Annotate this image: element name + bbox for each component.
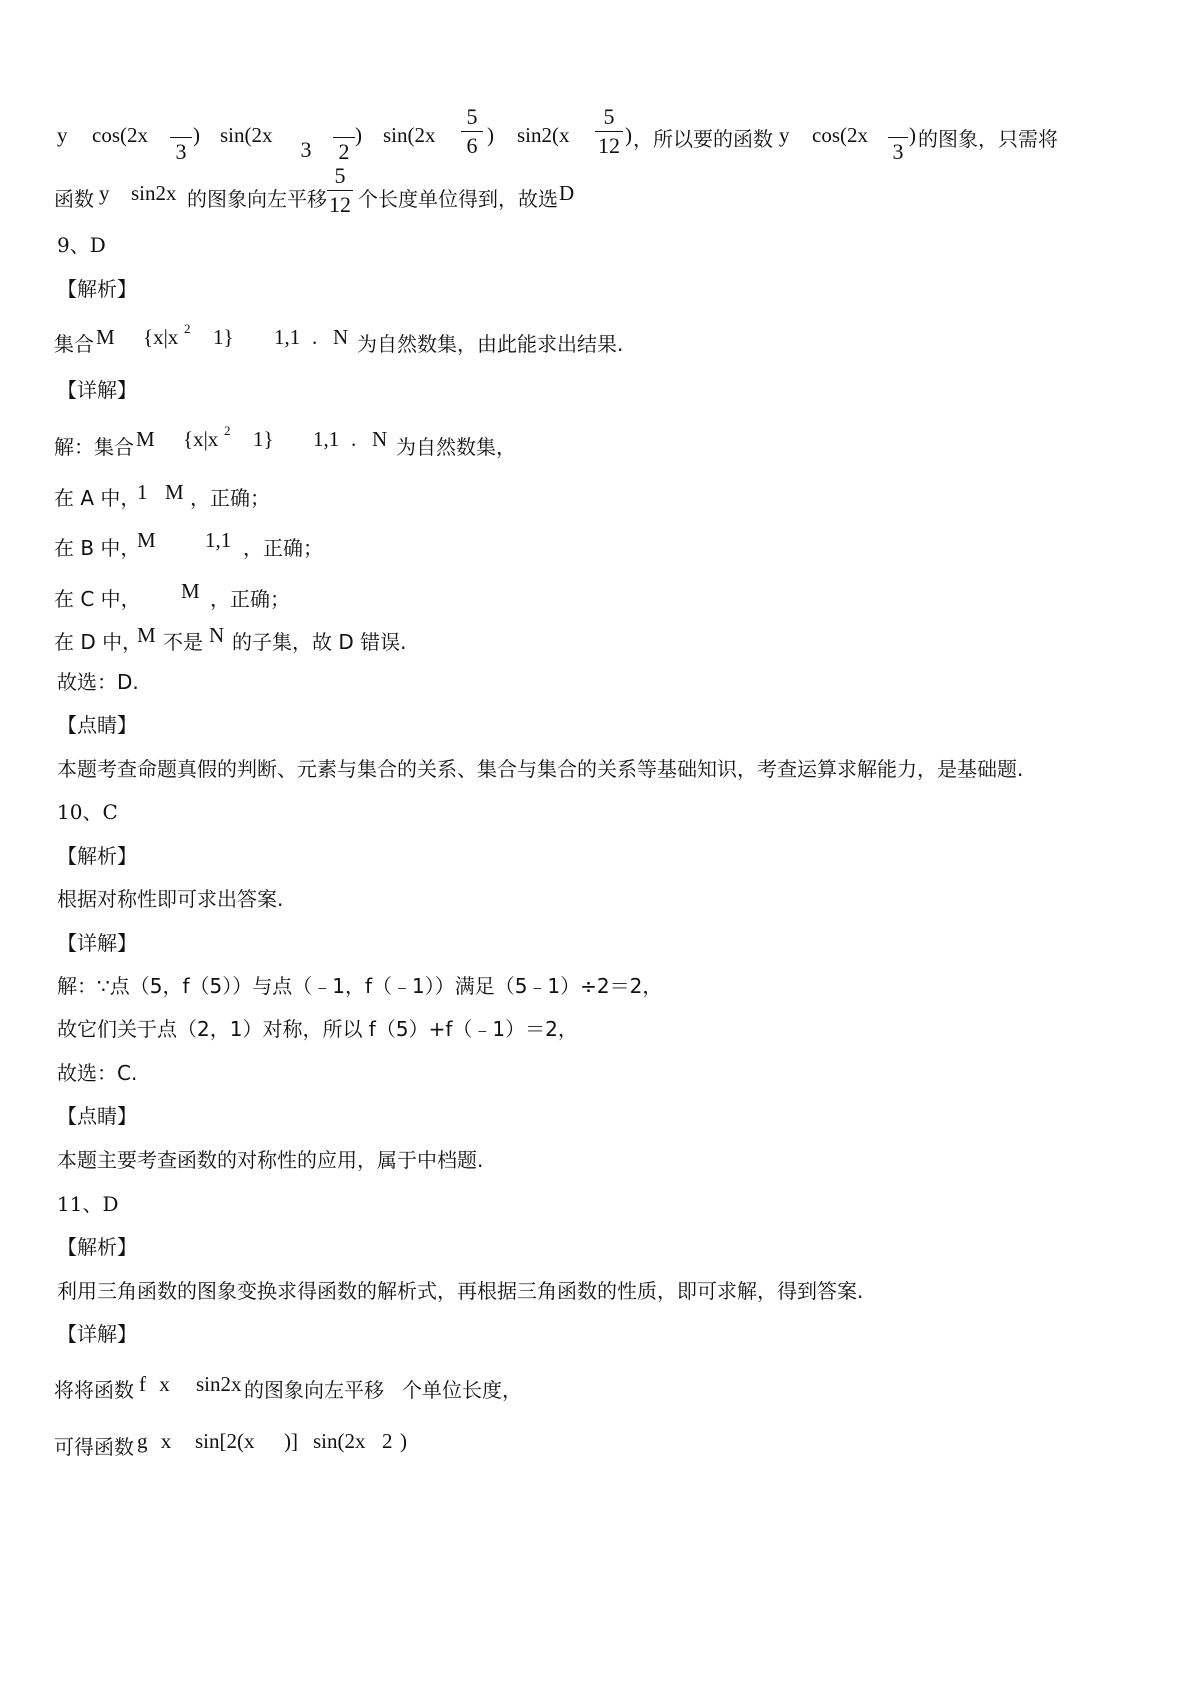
section-label-jiexi: 【解析】 <box>57 1235 137 1259</box>
analysis-text: 根据对称性即可求出答案. <box>57 887 284 911</box>
summary-text: 本题考查命题真假的判断、元素与集合的关系、集合与集合的关系等基础知识，考查运算求解能力，是基础题. <box>57 757 1024 781</box>
cos-expr: cos(2x <box>92 123 148 147</box>
solution-line: 解：∵点（5，f（5））与点（﹣1，f（﹣1））满足（5﹣1）÷2＝2， <box>57 974 663 998</box>
solution-line: 故它们关于点（2，1）对称，所以 f（5）+f（﹣1）＝2， <box>57 1017 578 1041</box>
answer-heading: 9、D <box>57 233 106 257</box>
answer-heading: 11、D <box>57 1192 119 1216</box>
fraction-pi-over-3: 3 <box>888 110 908 165</box>
section-label-dianjing: 【点睛】 <box>57 1104 137 1128</box>
fraction-pi-over-2: 2 <box>333 110 355 165</box>
conclusion: 故选：D. <box>57 670 139 694</box>
var-y: y <box>57 123 68 147</box>
fraction-pi-over-3: 3 <box>170 110 192 165</box>
fraction-5pi-over-12: 5 12 <box>329 163 351 217</box>
section-label-xiangjie: 【详解】 <box>57 1322 137 1346</box>
conclusion: 故选：C. <box>57 1061 138 1085</box>
section-label-xiangjie: 【详解】 <box>57 931 137 955</box>
fraction-5pi-over-12: 5 12 <box>595 104 623 159</box>
answer-heading: 10、C <box>57 800 118 824</box>
summary-text: 本题主要考查函数的对称性的应用，属于中档题. <box>57 1148 484 1172</box>
fraction-pi-over-3: 3 <box>300 137 312 162</box>
sin-expr-1: sin(2x <box>220 123 273 147</box>
section-label-jiexi: 【解析】 <box>57 844 137 868</box>
sin-expr-2: sin(2x <box>383 123 436 147</box>
analysis-text: 利用三角函数的图象变换求得函数的解析式，再根据三角函数的性质，即可求解，得到答案. <box>57 1279 864 1303</box>
section-label-jiexi: 【解析】 <box>57 277 137 301</box>
section-label-xiangjie: 【详解】 <box>57 378 137 402</box>
sin-expr-3: sin2(x <box>517 123 570 147</box>
fraction-5pi-over-6: 5 6 <box>461 104 483 159</box>
section-label-dianjing: 【点睛】 <box>57 713 137 737</box>
